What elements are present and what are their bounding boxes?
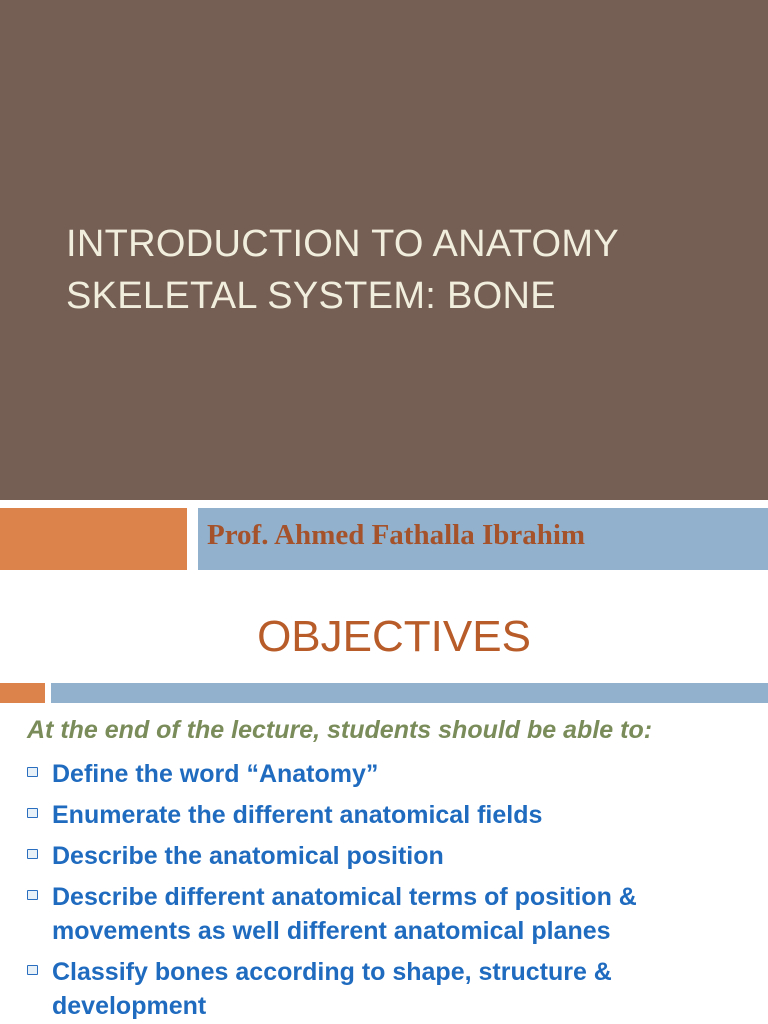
title-panel (0, 0, 768, 500)
square-bullet-icon (27, 808, 38, 818)
slide-title (66, 218, 756, 322)
square-bullet-icon (27, 965, 38, 975)
slide-title-line-1: INTRODUCTION TO ANATOMY (66, 223, 620, 265)
objective-text: Describe different anatomical terms of position & movements as well different anatomical planes (52, 883, 637, 945)
objective-text: Classify bones according to shape, structure & development (52, 958, 612, 1020)
objective-text: Describe the anatomical position (52, 842, 444, 870)
square-bullet-icon (27, 767, 38, 777)
divider-bar-orange (0, 683, 45, 703)
divider-bar-blue (51, 683, 768, 703)
objectives-heading: OBJECTIVES (257, 612, 531, 661)
slide-title-line-2: SKELETAL SYSTEM: BONE (66, 275, 556, 317)
square-bullet-icon (27, 890, 38, 900)
accent-band-orange (0, 508, 187, 570)
objective-text: Enumerate the different anatomical fields (52, 801, 543, 829)
square-bullet-icon (27, 849, 38, 859)
author-name: Prof. Ahmed Fathalla Ibrahim (207, 519, 586, 551)
objectives-intro: At the end of the lecture, students should be able to: (27, 716, 653, 744)
objective-text: Define the word “Anatomy” (52, 760, 379, 788)
